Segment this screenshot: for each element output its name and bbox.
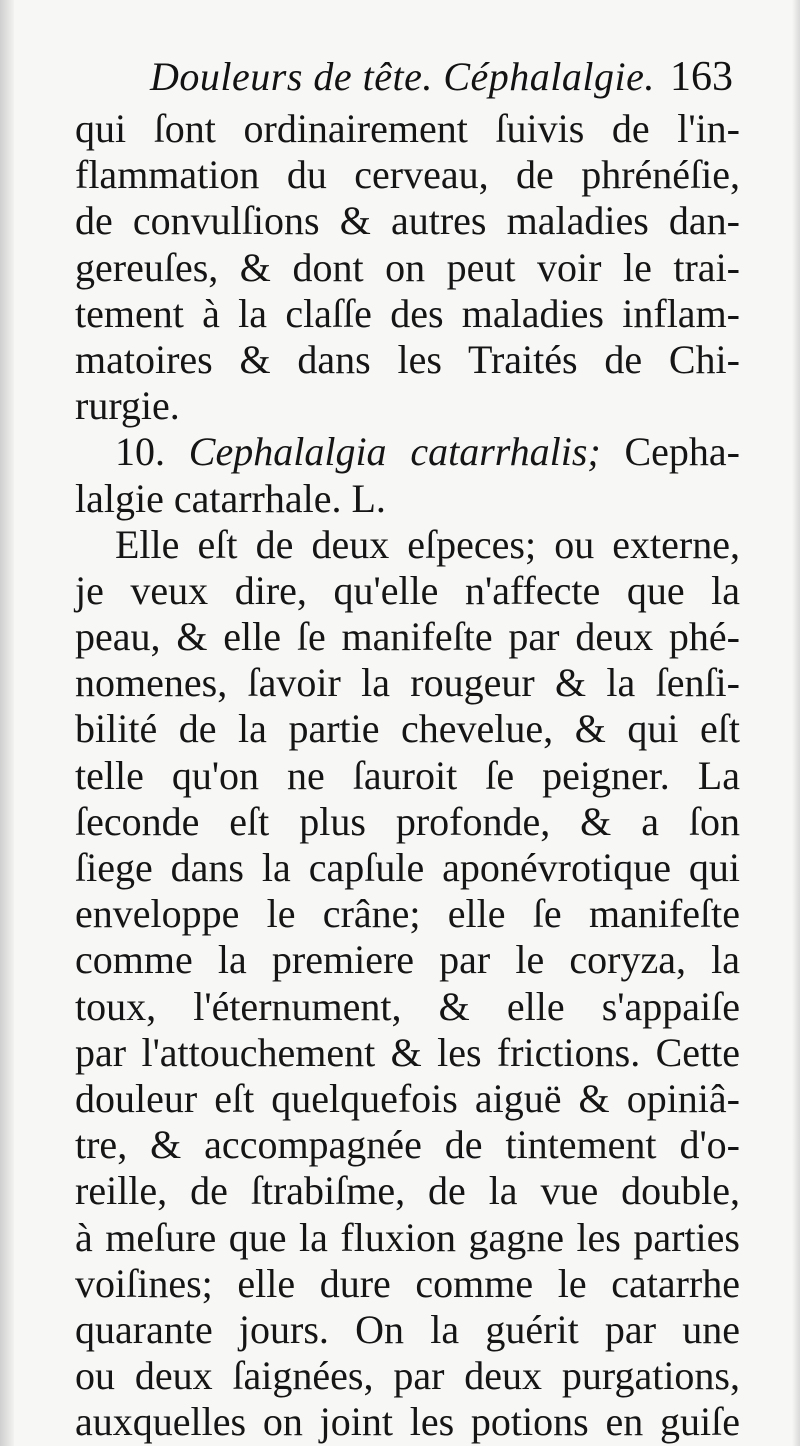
running-head [150, 52, 750, 112]
text-line: peau, & elle ſe manifeſte par deux phé- [75, 614, 740, 660]
text-line: rurgie. [75, 383, 180, 429]
text-line: ſeconde eſt plus profonde, & a ſon [75, 798, 740, 844]
text-line: tre, & accompagnée de tintement d'o- [75, 1122, 740, 1168]
text-line: voiſines; elle dure comme le catarrhe [75, 1260, 740, 1306]
text-line: lalgie catarrhale. L. [75, 475, 386, 521]
text-line: toux, l'éternument, & elle s'appaiſe [75, 983, 740, 1029]
text-line: matoires & dans les Traités de Chi- [75, 336, 740, 382]
text-line: ou deux ſaignées, par deux purgations, [75, 1353, 740, 1399]
text-line: à meſure que la fluxion gagne les parties [75, 1214, 740, 1260]
section-heading-rest: Cepha- [600, 429, 740, 475]
text-line: flammation du cerveau, de phrénéſie, [75, 152, 740, 198]
text-line: douleur eſt quelquefois aiguë & opiniâ- [75, 1075, 740, 1121]
text-line: reille, de ſtrabiſme, de la vue double, [75, 1168, 740, 1214]
text-line: je veux dire, qu'elle n'affecte que la [75, 567, 740, 613]
text-line: comme la premiere par le coryza, la [75, 937, 740, 983]
text-line: bilité de la partie chevelue, & qui eſt [75, 706, 740, 752]
section-number: 10. [115, 429, 165, 475]
latin-name: Cephalalgia catarrhalis; [188, 429, 601, 475]
text-line: tement à la claſſe des maladies inflam- [75, 290, 740, 336]
paragraph-first-line: Elle eſt de deux eſpeces; ou externe, [115, 521, 740, 567]
text-line: enveloppe le crâne; elle ſe manifeſte [75, 891, 740, 937]
text-line: quarante jours. On la guérit par une [75, 1306, 740, 1352]
text-line: gereuſes, & dont on peut voir le trai- [75, 244, 740, 290]
page-number: 163 [670, 54, 733, 100]
body-text [75, 106, 740, 1445]
text-line: nomenes, ſavoir la rougeur & la ſenſi- [75, 660, 740, 706]
text-line: ſiege dans la capſule aponévrotique qui [75, 845, 740, 890]
page-edge-shadow [792, 0, 800, 1446]
running-title: Douleurs de tête. Céphalalgie. [150, 54, 655, 99]
section-heading-line [75, 429, 740, 475]
text-line: par l'attouchement & les frictions. Cette [75, 1029, 740, 1075]
text-line: auxquelles on joint les potions en guiſe [75, 1399, 740, 1445]
text-line: qui ſont ordinairement ſuivis de l'in- [75, 106, 740, 151]
page-gutter-shadow [0, 0, 14, 1446]
text-line: telle qu'on ne ſauroit ſe peigner. La [75, 752, 740, 798]
text-line: de convulſions & autres maladies dan- [75, 198, 740, 244]
